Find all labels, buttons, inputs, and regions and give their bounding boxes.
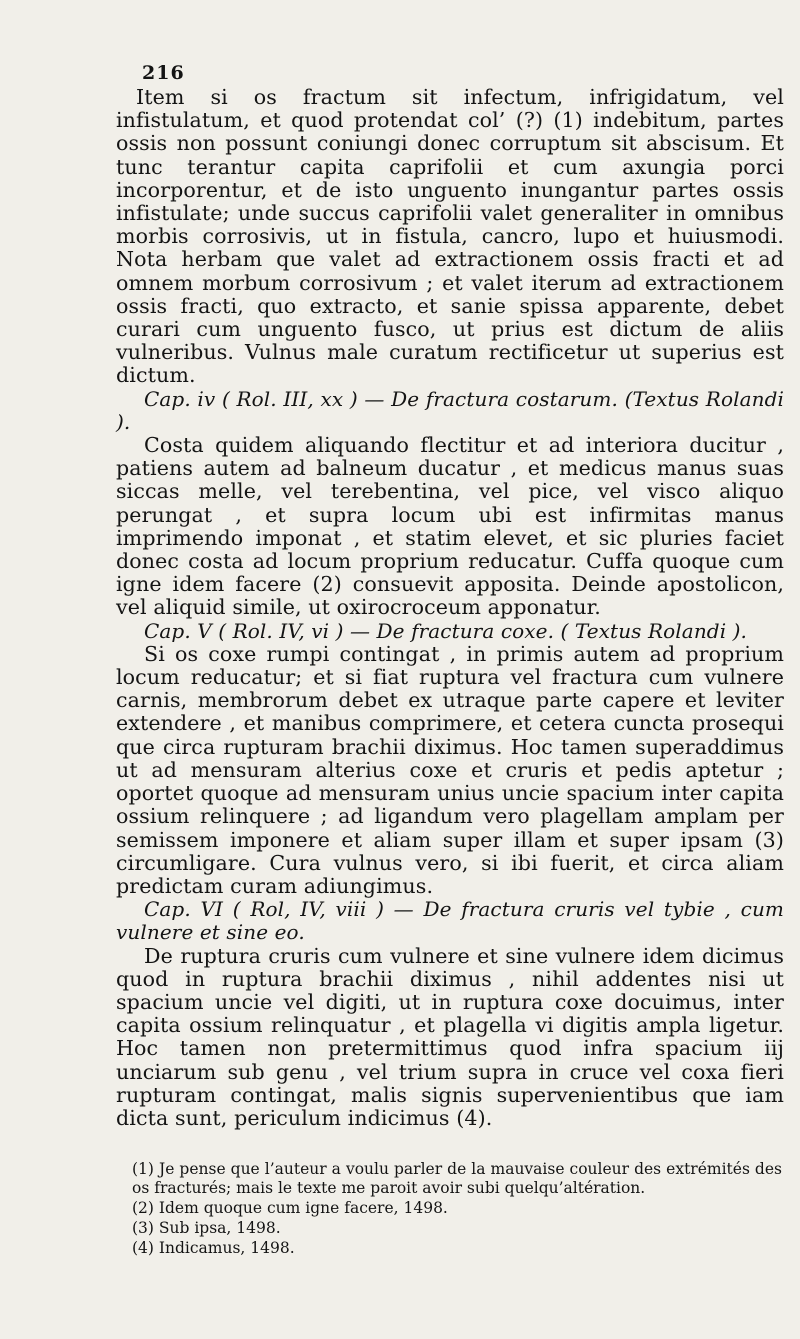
paragraph-coxe: Si os coxe rumpi contingat , in primis autem ad proprium locum reducatur; et si fiat ruptura vel fractura cum vulnere carnis, membrorum debet ex utraque parte capere et leviter extendere , et manibus comprimere, et cetera cuncta prosequi que circa rupturam brachii diximus. Hoc tamen superaddimus ut ad mensuram alterius coxe et cruris et pedis aptetur ; oportet quoque ad mensuram unius uncie spacium inter capita ossium relinquere ; ad ligandum vero plagellam amplam per semissem imponere et aliam super illam et super ipsam (3) circumligare. Cura vulnus vero, si ibi fuerit, et circa aliam predictam curam adiungimus. bbox=[116, 641, 784, 898]
footnote-1: (1) Je pense que l’auteur a voulu parler de la mauvaise couleur des extrémités des os fracturés; mais le texte me paroit avoir subi quelqu’altération. bbox=[132, 1160, 782, 1197]
chapter-heading-costarum: Cap. iv ( Rol. III, xx ) — De fractura costarum. (Textus Rolandi ). bbox=[116, 386, 784, 434]
paragraph-fracture-infected: Item si os fractum sit infectum, infrigidatum, vel infistulatum, et quod protendat col’ (?) (1) indebitum, partes ossis non possunt coniungi donec corruptum sit abscisum. Et tunc terantur capita caprifolii et cum axungia porci incorporentur, et de isto unguento inungantur partes ossis infistulate; unde succus caprifolii valet generaliter in omnibus morbis corrosivis, ut in fistula, cancro, lupo et huiusmodi. Nota herbam que valet ad extractionem ossis fracti et ad omnem morbum corrosivum ; et valet iterum ad extractionem ossis fracti, quo extracto, et sanie spissa apparente, debet curari cum unguento fusco, ut prius est dictum de aliis vulneribus. Vulnus male curatum rectificetur ut superius est dictum. bbox=[116, 85, 784, 388]
footnotes bbox=[132, 1160, 782, 1259]
main-text bbox=[116, 86, 784, 1130]
footnote-3: (3) Sub ipsa, 1498. bbox=[132, 1219, 281, 1237]
paragraph-costa: Costa quidem aliquando flectitur et ad interiora ducitur , patiens autem ad balneum ducatur , et medicus manus suas siccas melle, vel terebentina, vel pice, vel visco aliquo perungat , et supra locum ubi est infirmitas manus imprimendo imponat , et statim elevet, et sic pluries faciet donec costa ad locum proprium reducatur. Cuffa quoque cum igne idem facere (2) consuevit apposita. Deinde apostolicon, vel aliquid simile, ut oxirocroceum apponatur. bbox=[116, 433, 784, 620]
page-number: 216 bbox=[142, 62, 185, 84]
chapter-heading-coxe: Cap. V ( Rol. IV, vi ) — De fractura coxe. ( Textus Rolandi ). bbox=[144, 618, 748, 643]
paragraph-cruris: De ruptura cruris cum vulnere et sine vulnere idem dicimus quod in ruptura brachii diximus , nihil addentes nisi ut spacium uncie vel digiti, ut in ruptura coxe docuimus, inter capita ossium relinquatur , et plagella vi digitis ampla ligetur. Hoc tamen non pretermittimus quod infra spacium iij unciarum sub genu , vel trium supra in cruce vel coxa fieri rupturam contingat, malis signis supervenientibus que iam dicta sunt, periculum indicimus (4). bbox=[116, 943, 784, 1130]
footnote-2: (2) Idem quoque cum igne facere, 1498. bbox=[132, 1199, 448, 1217]
chapter-heading-cruris: Cap. VI ( Rol, IV, viii ) — De fractura cruris vel tybie , cum vulnere et sine eo. bbox=[116, 897, 784, 945]
footnote-4: (4) Indicamus, 1498. bbox=[132, 1239, 295, 1257]
